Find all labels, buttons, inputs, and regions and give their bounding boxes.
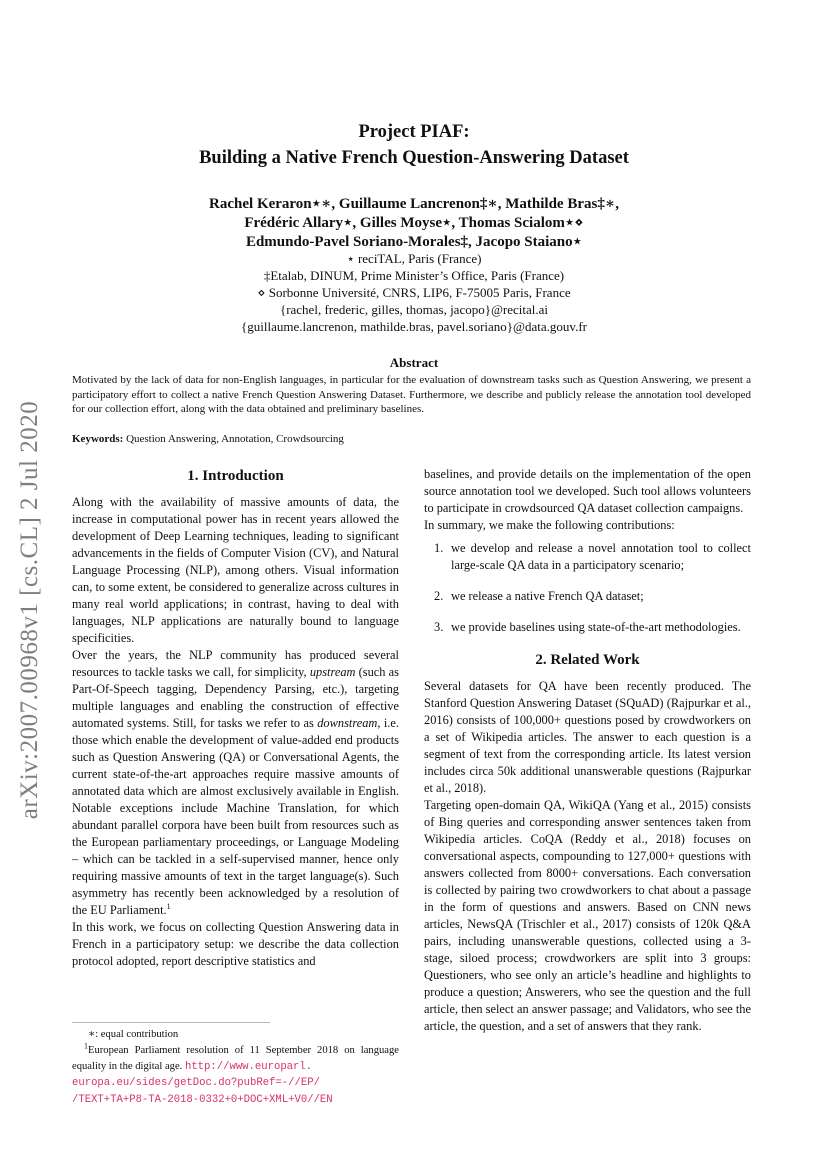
downstream-term: downstream	[317, 716, 378, 730]
footnote-equal-contribution: ∗: equal contribution	[88, 1029, 179, 1040]
contributions-list	[424, 540, 751, 636]
abstract-text: Motivated by the lack of data for non-English languages, in particular for the evaluation of downstream tasks such as Question Answering, we present a participatory effort to collect a native French Question Answering Dataset. Furthermore, we describe and publicly release the annotation tool developed for our collection effort, along with the data obtained and preliminary baselines.	[72, 374, 751, 416]
paper-title-line2: Building a Native French Question-Answering Dataset	[199, 148, 629, 168]
intro-heading: 1. Introduction	[187, 468, 284, 484]
intro-paragraph-2: Over the years, the NLP community has produced several resources to tackle tasks we call, for simplicity, upstream (such as Part-Of-Speech tagging, Dependency Parsing, etc.), targeting multiple languages and enabling the construction of effective automated systems. Still, for tasks we refer to as downstream, i.e. those which enable the development of value-added end products such as Question Answering (QA) or Conversational Agents, the current state-of-the-art approaches require massive amounts of annotated data which are almost exclusively available in English. Notable exceptions include Machine Translation, for which abundant parallel corpora have been built from resources such as the European parliamentary proceedings, or Language Modeling – which can be tackled in a self-supervised manner, hence only requiring massive amounts of text in the target language(s). Such asymmetry has recently been acknowledged by a resolution of the EU Parliament.$^1$	[72, 648, 399, 917]
affiliation-recital: ⋆ reciTAL, Paris (France)	[346, 251, 482, 266]
affiliation-etalab: ‡Etalab, DINUM, Prime Minister’s Office, Paris (France)	[263, 268, 565, 283]
left-column	[72, 466, 399, 970]
arxiv-identifier: arXiv:2007.00968v1 [cs.CL] 2 Jul 2020	[16, 400, 43, 820]
right-column	[424, 466, 751, 1035]
intro-paragraph-5: In summary, we make the following contributions:	[424, 518, 675, 532]
upstream-term: upstream	[309, 665, 356, 679]
email-datagouv: {guillaume.lancrenon, mathilde.bras, pavel.soriano}@data.gouv.fr	[241, 319, 587, 334]
list-item: 3. we provide baselines using state-of-the-art methodologies.	[434, 620, 741, 634]
arxiv-sidebar	[0, 380, 60, 840]
footnote-url-link[interactable]: http://www.europarl. europa.eu/sides/getDoc.do?pubRef=-//EP/ /TEXT+TA+P8-TA-2018-0332+0+DOC+XML+V0//EN	[72, 1060, 333, 1107]
keywords-text: Question Answering, Annotation, Crowdsourcing	[123, 433, 344, 445]
authors-line2: Frédéric Allary⋆, Gilles Moyse⋆, Thomas Scialom⋆⋄	[244, 215, 584, 231]
list-item: 1. we develop and release a novel annotation tool to collect large-scale QA data in a participatory scenario;	[434, 541, 751, 572]
affiliation-sorbonne: ⋄ Sorbonne Université, CNRS, LIP6, F-75005 Paris, France	[257, 285, 571, 300]
footnotes	[72, 1022, 399, 1109]
keywords-label: Keywords:	[72, 433, 124, 445]
footnote-rule	[72, 1022, 270, 1023]
paper-title-line1: Project PIAF:	[358, 122, 470, 142]
keywords	[72, 433, 751, 445]
footnote-1: $^1$European Parliament resolution of 11 September 2018 on language equality in the digital age. http://www.europarl. europa.eu/sides/getDoc.do?pubRef=-//EP/ /TEXT+TA+P8-TA-2018-0332+0+DOC+XML+V0//EN	[72, 1041, 399, 1107]
email-recital: {rachel, frederic, gilles, thomas, jacopo}@recital.ai	[279, 302, 549, 317]
footnote-ref-1[interactable]: 1	[166, 901, 171, 911]
abstract-heading: Abstract	[389, 355, 439, 370]
intro-paragraph-4: baselines, and provide details on the implementation of the open source annotation tool we developed. Such tool allows volunteers to participate in crowdsourced QA dataset collection campaigns.	[424, 467, 751, 515]
related-work-heading: 2. Related Work	[535, 652, 640, 668]
intro-paragraph-1: Along with the availability of massive amounts of data, the increase in computational power has in recent years allowed the development of Deep Learning techniques, leading to significant advancements in the fields of Computer Vision (CV), and Natural Language Processing (NLP), among others. Visual information can, to some extent, be considered to generalize across cultures in many real world applications; in contrast, having to deal with languages, NLP applications are naturally bound to language specificities.	[72, 495, 399, 645]
intro-paragraph-3: In this work, we focus on collecting Question Answering data in French in a participatory setup: we describe the data collection protocol adopted, report descriptive statistics and	[72, 920, 399, 968]
related-paragraph-1: Several datasets for QA have been recently produced. The Stanford Question Answering Dataset (SQuAD) (Rajpurkar et al., 2016) consists of 100,000+ questions posed by crowdworkers on a set of Wikipedia articles. The answer to each question is a segment of text from the corresponding article. Its latest version includes circa 50k additional unanswerable questions (Rajpurkar et al., 2018).	[424, 679, 751, 795]
list-item: 2. we release a native French QA dataset;	[434, 589, 644, 603]
authors-line3: Edmundo-Pavel Soriano-Morales‡, Jacopo Staiano⋆	[245, 234, 583, 250]
related-paragraph-2: Targeting open-domain QA, WikiQA (Yang et al., 2015) consists of Bing queries and corresponding answer sentences taken from Wikipedia articles. CoQA (Reddy et al., 2018) focuses on conversational aspects, compounding to 127,000+ questions with answers collected from 8000+ conversations. Each conversation is collected by pairing two crowdworkers to chat about a passage in the form of questions and answers. Based on CNN news articles, NewsQA (Trischler et al., 2017) consists of 120k Q&A pairs, including unanswerable questions, collected using a 3-stage, siloed process; crowdworkers are split into 3 groups: Questioners, who see only an article’s headline and highlights to produce a question; Answerers, who see the question and the full article, then select an answer passage; and Validators, who see the article, the question, and a set of answers that they rank.	[424, 798, 751, 1033]
authors-line1: Rachel Keraron⋆∗, Guillaume Lancrenon‡∗, Mathilde Bras‡∗,	[209, 196, 619, 212]
